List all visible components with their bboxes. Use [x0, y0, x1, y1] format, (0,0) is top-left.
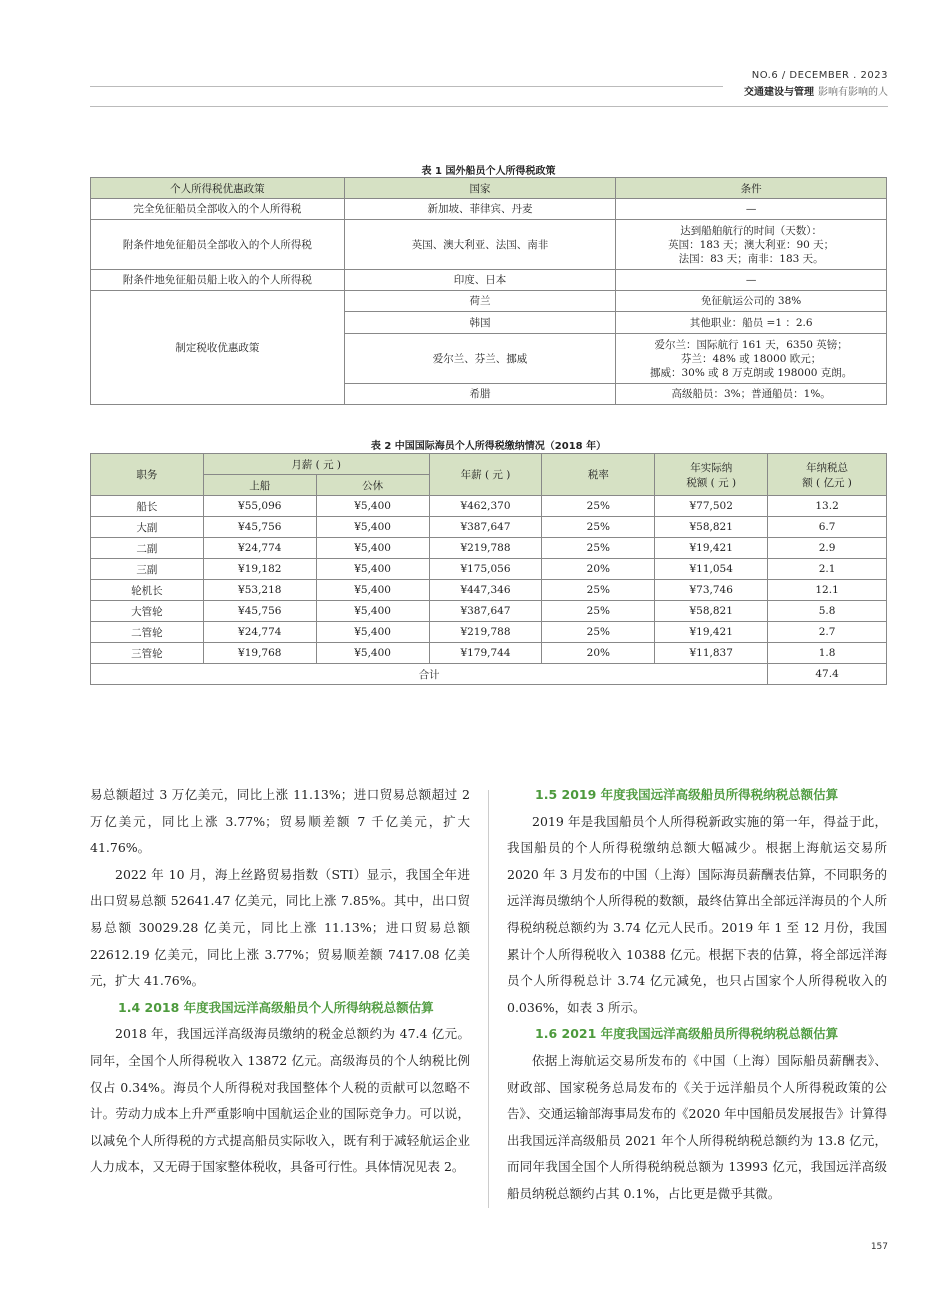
table-cell: 20% — [542, 643, 655, 664]
table-cell: 25% — [542, 601, 655, 622]
table-cell: ¥175,056 — [429, 559, 542, 580]
table1 — [90, 177, 887, 405]
table-row — [91, 220, 887, 270]
cond-line: 芬兰：48% 或 18000 欧元； — [681, 352, 822, 365]
table-cell: 大副 — [91, 517, 204, 538]
header-line: 年纳税总 — [806, 461, 849, 474]
section-heading: 1.6 2021 年度我国远洋高级船员所得税纳税总额估算 — [535, 1026, 839, 1042]
table-cell: 12.1 — [768, 580, 887, 601]
table2-header-row — [91, 454, 887, 475]
paragraph: 依据上海航运交易所发布的《中国（上海）国际船员薪酬表》、财政部、国家税务总局发布的《关于远洋船员个人所得税政策的公告》、交通运输部海事局发布的《2020 年中国船员发展报告》计算得出我国远洋高级船员 2021 年个人所得税纳税总额约为 13.8 亿元，而同年我国全国个人所得税纳税总额为 13993 亿元，我国远洋高级船员纳税总额约占其 0.1%，占比更是微乎其微。 — [507, 1052, 887, 1201]
table-cell: 其他职业：船员 =1 ：2.6 — [616, 312, 887, 334]
table-cell: 希腊 — [344, 384, 616, 405]
table-row — [91, 559, 887, 580]
table-row — [91, 517, 887, 538]
table-row — [91, 601, 887, 622]
table-cell: 轮机长 — [91, 580, 204, 601]
table-cell: ¥19,421 — [655, 622, 768, 643]
table2-total-row — [91, 664, 887, 685]
table-cell: ¥53,218 — [203, 580, 316, 601]
running-header — [744, 70, 888, 98]
table-cell: 13.2 — [768, 496, 887, 517]
cond-line: 英国：183 天；澳大利亚：90 天； — [668, 238, 835, 251]
table1-header-condition: 条件 — [616, 178, 887, 199]
table2 — [90, 453, 887, 685]
table-cell: ¥387,647 — [429, 601, 542, 622]
table-cell: 2.7 — [768, 622, 887, 643]
table2-header-monthly: 月薪 ( 元 ) — [203, 454, 429, 475]
cond-line: 法国：83 天；南非：183 天。 — [678, 252, 824, 265]
paragraph: 2018 年，我国远洋高级海员缴纳的税金总额约为 47.4 亿元。同年，全国个人所得税收入 13872 亿元。高级海员的个人纳税比例仅占 0.34%。海员个人所得税对我国整体个人税的贡献可以忽略不计。劳动力成本上升严重影响中国航运企业的国际竞争力。可以说，以减免个人所得税的方式提高船员实际收入，既有利于减轻航运企业人力成本，又无碍于国家整体税收，具备可行性。具体情况见表 2。 — [90, 1026, 470, 1175]
table-cell: 5.8 — [768, 601, 887, 622]
column-divider — [488, 790, 489, 1208]
table2-caption: 表 2 中国国际海员个人所得税缴纳情况（2018 年） — [370, 441, 607, 452]
table-cell: ¥5,400 — [316, 601, 429, 622]
table-row — [91, 496, 887, 517]
table-cell: ¥11,054 — [655, 559, 768, 580]
table-row — [91, 199, 887, 220]
right-column — [507, 782, 887, 1208]
table1-header-row — [91, 178, 887, 199]
table1-caption: 表 1 国外船员个人所得税政策 — [421, 166, 556, 177]
table-cell: 高级船员：3%；普通船员：1%。 — [616, 384, 887, 405]
table-cell: ¥58,821 — [655, 517, 768, 538]
cond-line: 达到船舶航行的时间（天数）： — [680, 224, 823, 237]
table-cell: ¥5,400 — [316, 580, 429, 601]
table-cell: ¥219,788 — [429, 622, 542, 643]
table-cell: 2.1 — [768, 559, 887, 580]
journal-label — [744, 83, 888, 98]
table-cell: ¥5,400 — [316, 622, 429, 643]
table-cell: ¥5,400 — [316, 643, 429, 664]
header-line: 年实际纳 — [690, 461, 733, 474]
table2-header-onboard: 上船 — [203, 475, 316, 496]
header-rule-top — [90, 86, 723, 87]
table-cell: 附条件地免征船员全部收入的个人所得税 — [91, 220, 345, 270]
table-cell: 荷兰 — [344, 291, 616, 312]
table-cell: 制定税收优惠政策 — [91, 291, 345, 405]
table-cell: 25% — [542, 538, 655, 559]
table-cell: 三管轮 — [91, 643, 204, 664]
table-row — [91, 622, 887, 643]
table2-total-label: 合计 — [91, 664, 768, 685]
table-cell: 完全免征船员全部收入的个人所得税 — [91, 199, 345, 220]
table-cell: ¥24,774 — [203, 538, 316, 559]
table-cell: — — [616, 199, 887, 220]
table-cell: 新加坡、菲律宾、丹麦 — [344, 199, 616, 220]
table-cell: 2.9 — [768, 538, 887, 559]
cond-line: 挪威：30% 或 8 万克朗或 198000 克朗。 — [650, 366, 853, 379]
paragraph: 2019 年是我国船员个人所得税新政实施的第一年，得益于此，我国船员的个人所得税缴纳总额大幅减少。根据上海航运交易所 2020 年 3 月发布的中国（上海）国际海员薪酬表估算，不同职务的远洋海员缴纳个人所得税的数额，最终估算出全部远洋海员的个人所得税纳税总额约为 3.74 亿元人民币。2019 年 1 至 12 月份，我国累计个人所得税收入 10388 亿元。根据下表的估算，将全部远洋海员个人所得税总计 3.74 亿元减免，也只占国家个人所得税收入的 0.036%，如表 3 所示。 — [507, 813, 887, 1015]
paragraph: 2022 年 10 月，海上丝路贸易指数（STI）显示，我国全年进出口贸易总额 52641.47 亿美元，同比上涨 7.85%。其中，出口贸易总额 30029.28 亿美元，同比上涨 11.13%；进口贸易总额 22612.19 亿美元，同比上涨 3.77%；贸易顺差额 7417.08 亿美元，扩大 41.76%。 — [90, 866, 470, 989]
table-cell: ¥45,756 — [203, 517, 316, 538]
table-cell: 韩国 — [344, 312, 616, 334]
table-row — [91, 291, 887, 312]
page-number: 157 — [870, 1242, 888, 1252]
table-cell: ¥11,837 — [655, 643, 768, 664]
section-heading: 1.5 2019 年度我国远洋高级船员所得税纳税总额估算 — [535, 787, 839, 802]
table-cell — [616, 334, 887, 384]
table-cell: ¥73,746 — [655, 580, 768, 601]
paragraph: 易总额超过 3 万亿美元，同比上涨 11.13%；进口贸易总额超过 2 万亿美元，同比上涨 3.77%；贸易顺差额 7 千亿美元，扩大 41.76%。 — [90, 787, 470, 856]
table2-header-position: 职务 — [91, 454, 204, 496]
table2-header-rate: 税率 — [542, 454, 655, 496]
table-row — [91, 643, 887, 664]
table2-header-leave: 公休 — [316, 475, 429, 496]
table-cell — [616, 220, 887, 270]
table2-header-annual: 年薪 ( 元 ) — [429, 454, 542, 496]
table-row — [91, 270, 887, 291]
table-cell: 二副 — [91, 538, 204, 559]
header-line: 额 ( 亿元 ) — [802, 476, 852, 489]
table2-body — [91, 496, 887, 664]
table-cell: 20% — [542, 559, 655, 580]
table-cell: ¥5,400 — [316, 559, 429, 580]
table-cell: ¥19,182 — [203, 559, 316, 580]
table-cell: ¥19,421 — [655, 538, 768, 559]
left-column — [90, 782, 470, 1181]
section-heading: 1.4 2018 年度我国远洋高级船员个人所得纳税总额估算 — [118, 999, 434, 1015]
table-cell: 6.7 — [768, 517, 887, 538]
table-cell: ¥462,370 — [429, 496, 542, 517]
table-row — [91, 580, 887, 601]
table-cell: 爱尔兰、芬兰、挪威 — [344, 334, 616, 384]
table1-header-country: 国家 — [344, 178, 616, 199]
table-cell: ¥387,647 — [429, 517, 542, 538]
table-cell: ¥447,346 — [429, 580, 542, 601]
table-cell: 二管轮 — [91, 622, 204, 643]
journal-title: 交通建设与管理 — [744, 87, 814, 98]
table-cell: 25% — [542, 580, 655, 601]
table-cell: ¥5,400 — [316, 496, 429, 517]
table-cell: ¥24,774 — [203, 622, 316, 643]
table-cell: ¥5,400 — [316, 538, 429, 559]
table-cell: — — [616, 270, 887, 291]
table-cell: ¥77,502 — [655, 496, 768, 517]
table-cell: 附条件地免征船员船上收入的个人所得税 — [91, 270, 345, 291]
table2-header-actual-tax — [655, 454, 768, 496]
issue-label: NO.6 / DECEMBER . 2023 — [751, 70, 888, 81]
table-cell: ¥45,756 — [203, 601, 316, 622]
header-line: 税额 ( 元 ) — [686, 476, 737, 489]
table-cell: 英国、澳大利亚、法国、南非 — [344, 220, 616, 270]
header-rule — [90, 106, 888, 107]
table-cell: 船长 — [91, 496, 204, 517]
table-cell: ¥55,096 — [203, 496, 316, 517]
table-cell: 三副 — [91, 559, 204, 580]
table-cell: 25% — [542, 517, 655, 538]
table-cell: ¥5,400 — [316, 517, 429, 538]
table-cell: 25% — [542, 496, 655, 517]
table-cell: 25% — [542, 622, 655, 643]
table-cell: 印度、日本 — [344, 270, 616, 291]
table-cell: ¥19,768 — [203, 643, 316, 664]
table-cell: ¥179,744 — [429, 643, 542, 664]
table-cell: 大管轮 — [91, 601, 204, 622]
table-cell: 1.8 — [768, 643, 887, 664]
cond-line: 爱尔兰：国际航行 161 天，6350 英镑； — [654, 338, 848, 351]
table-cell: ¥219,788 — [429, 538, 542, 559]
table-cell: 免征航运公司的 38% — [616, 291, 887, 312]
table2-header-total-tax — [768, 454, 887, 496]
table2-total-value: 47.4 — [768, 664, 887, 685]
table1-header-policy: 个人所得税优惠政策 — [91, 178, 345, 199]
journal-slogan: 影响有影响的人 — [818, 87, 888, 98]
table-row — [91, 538, 887, 559]
table-cell: ¥58,821 — [655, 601, 768, 622]
